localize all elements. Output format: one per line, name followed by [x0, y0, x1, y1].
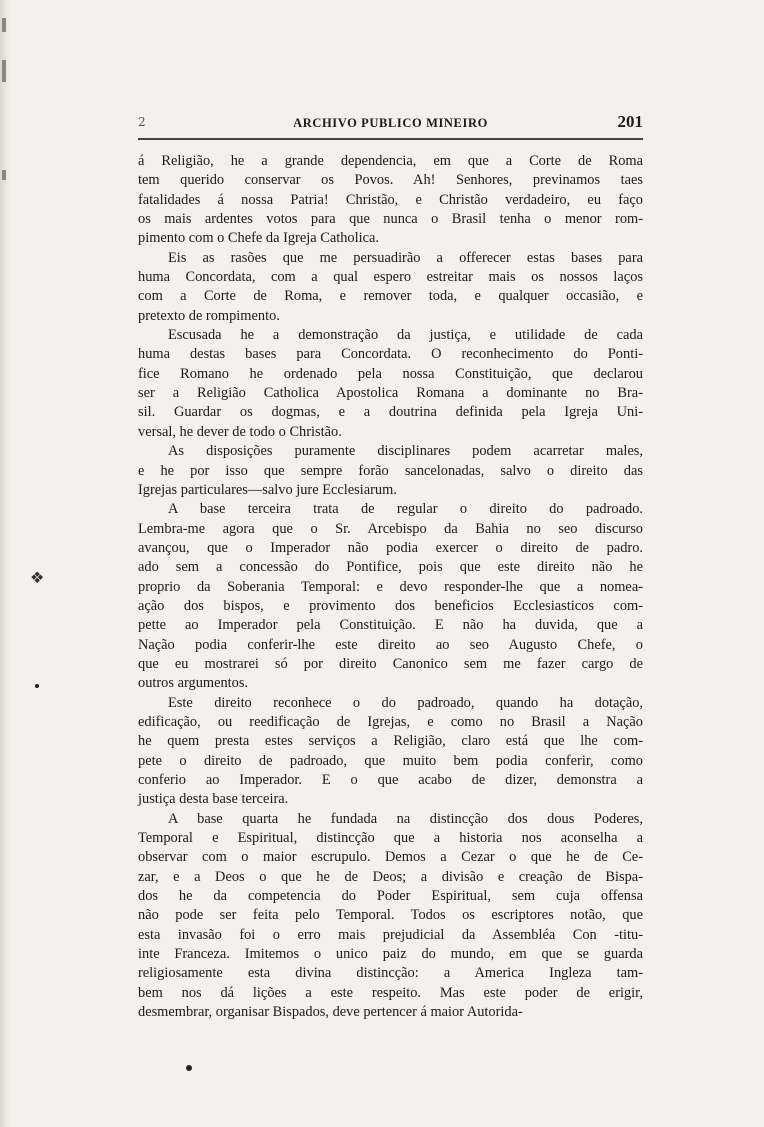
edge-mark — [2, 60, 6, 82]
text-line: á Religião, he a grande dependencia, em que a Corte de Roma — [138, 153, 643, 169]
margin-dot — [35, 684, 39, 688]
text-line: os mais ardentes votos para que nunca o Brasil tenha o menor rom- — [138, 211, 643, 228]
text-line: justiça desta base terceira. — [138, 791, 289, 808]
text-line: ser a Religião Catholica Apostolica Romana a dominante no Bra- — [138, 385, 643, 402]
text-line: he quem presta estes serviços a Religião, claro está que lhe com- — [138, 733, 643, 750]
text-line: huma destas bases para Concordata. O reconhecimento do Ponti- — [138, 346, 643, 363]
margin-ornament-icon: ❖ — [30, 568, 45, 587]
text-line: Escusada he a demonstração da justiça, e utilidade de cada — [168, 327, 643, 344]
text-line: bem nos dá lições a este respeito. Mas este poder de erigir, — [138, 984, 643, 1001]
running-title: ARCHIVO PUBLICO MINEIRO — [293, 116, 488, 130]
edge-mark — [2, 18, 6, 32]
text-line: fice Romano he ordenado pela nossa Constituição, que declarou — [138, 365, 643, 382]
folio-mark: 2 — [138, 115, 146, 129]
text-line: Lembra-me agora que o Sr. Arcebispo da Bahia no seo discurso — [138, 520, 643, 537]
header-rule — [138, 138, 643, 140]
text-line: religiosamente esta divina distincção: a America Ingleza tam- — [138, 965, 643, 982]
text-line: versal, he dever de todo o Christão. — [138, 423, 342, 440]
text-line: Igrejas particulares—salvo jure Ecclesiarum. — [138, 481, 397, 498]
text-line: pette ao Imperador pela Constituição. E não ha duvida, que a — [138, 617, 643, 634]
text-line: esta invasão foi o erro mais prejudicial da Assembléa Con -titu- — [138, 926, 643, 943]
text-line: A base quarta he fundada na distincção dos dous Poderes, — [168, 810, 643, 827]
text-line: pimento com o Chefe da Igreja Catholica. — [138, 230, 379, 247]
text-line: ação dos bispos, e provimento dos beneficios Ecclesiasticos com- — [138, 597, 643, 614]
text-line: que eu mostrarei só por direito Canonico sem me fazer cargo de — [138, 655, 643, 672]
text-line: dos he da competencia do Poder Espiritual, sem cuja offensa — [138, 888, 643, 905]
text-line: avançou, que o Imperador não podia exercer o direito de padro. — [138, 539, 643, 556]
text-line: edificação, ou reedificação de Igrejas, e como no Brasil a Nação — [138, 713, 643, 730]
text-line: ado sem a concessão do Pontifice, pois que este direito não he — [138, 559, 643, 576]
text-line: zar, e a Deos o que he de Deos; a divisão e creação de Bispa- — [138, 868, 643, 885]
text-line: observar com o maior escrupulo. Demos a Cezar o que he de Ce- — [138, 849, 643, 866]
text-line: tem querido conservar os Povos. Ah! Senhores, previnamos taes — [138, 172, 643, 189]
body-text — [138, 152, 643, 1022]
text-line: não pode ser feita pelo Temporal. Todos os escriptores notão, que — [138, 907, 643, 924]
text-line: fatalidades á nossa Patria! Christão, e Christão verdadeiro, eu faço — [138, 191, 643, 208]
text-line: com a Corte de Roma, e remover toda, e qualquer occasião, e — [138, 288, 643, 305]
text-line: e he por isso que sempre forão sancelonadas, salvo o direito das — [138, 462, 643, 479]
page-edge-shadow — [0, 0, 10, 1127]
text-line: huma Concordata, com a qual espero estreitar mais os nossos laços — [138, 269, 643, 286]
text-line: Temporal e Espiritual, distincção que a historia nos aconselha a — [138, 830, 643, 847]
text-line: Este direito reconhece o do padroado, quando ha dotação, — [168, 694, 643, 711]
text-line: conferio ao Imperador. E o que acabo de dizer, demonstra a — [138, 772, 643, 788]
text-line: outros argumentos. — [138, 675, 249, 692]
text-line: inte Franceza. Imitemos o unico paiz do mundo, em que se guarda — [138, 946, 643, 963]
page-number: 201 — [617, 112, 643, 131]
text-line: proprio da Soberania Temporal: e devo responder-lhe que a nomea- — [138, 578, 643, 595]
text-line: pete o direito de padroado, que muito bem podia conferir, como — [138, 752, 643, 769]
ink-dot — [186, 1065, 192, 1071]
text-line: Eis as rasões que me persuadirão a offerecer estas bases para — [168, 249, 643, 266]
edge-mark — [2, 170, 6, 180]
text-line: Nação podia conferir-lhe este direito ao seo Augusto Chefe, o — [138, 636, 643, 653]
text-line: sil. Guardar os dogmas, e a doutrina definida pela Igreja Uni- — [138, 404, 643, 421]
text-line: As disposições puramente disciplinares podem acarretar males, — [168, 443, 643, 460]
text-line: A base terceira trata de regular o direito do padroado. — [168, 501, 643, 518]
text-line: pretexto de rompimento. — [138, 307, 280, 324]
text-line: desmembrar, organisar Bispados, deve pertencer á maior Autorida- — [138, 1004, 523, 1021]
page-header — [138, 112, 643, 132]
